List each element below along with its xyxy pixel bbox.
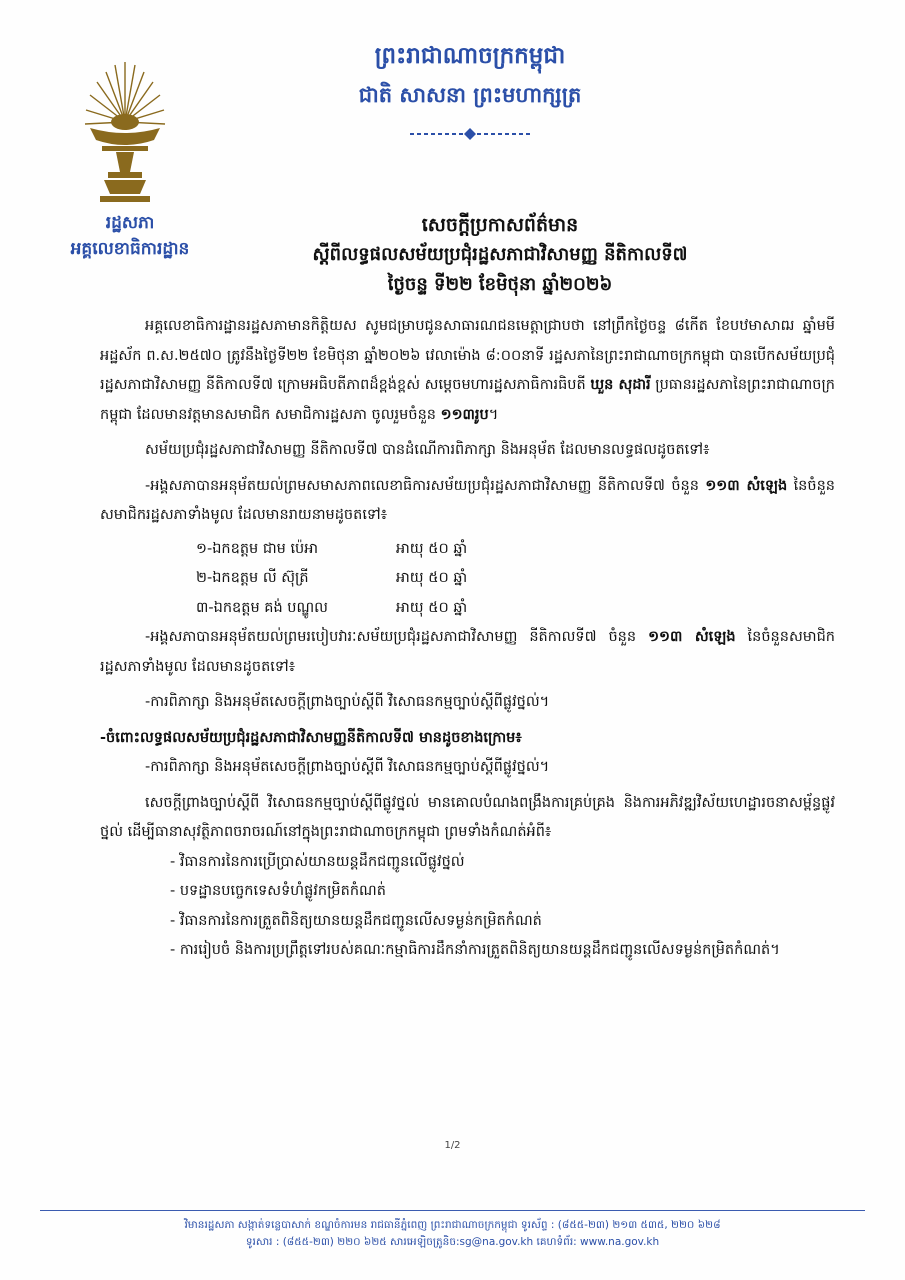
- ornament-divider-icon: [410, 128, 530, 140]
- document-subtitle: ស្តីពីលទ្ធផលសម័យប្រជុំរដ្ឋសភាជាវិសាមញ្ញ នីតិកាលទី៧: [312, 244, 688, 265]
- press-release-titles: [200, 210, 800, 300]
- p1-text-b: ប្រធានរដ្ឋសភានៃព្រះរាជាណាចក្រកម្ពុជា ដែលមានវត្តមានសមាជិក សមាជិការដ្ឋសភា ចូលរួមចំនួន: [100, 377, 835, 423]
- national-motto: ជាតិ សាសនា ព្រះមហាក្សត្រ: [358, 83, 582, 107]
- member-name: ៣-ឯកឧត្តម គង់ បណ្ឌូល: [196, 599, 328, 616]
- list-item: [196, 564, 835, 594]
- footer-contacts: ទូរសារ : (៨៥៥-២៣) ២២០ ៦២៥ សារអេឡិចត្រូនិច:sg@na.gov.kh គេហទំព័រ: www.na.gov.kh: [245, 1236, 660, 1248]
- member-name: ១-ឯកឧត្តម ជាម ប៉េអា: [196, 540, 319, 557]
- list-item: - បទដ្ឋានបច្ចេកទេសទំហំផ្លូវកម្រិតកំណត់: [170, 883, 386, 899]
- footer-divider: [40, 1210, 865, 1211]
- department-name: [40, 210, 220, 262]
- list-item: - វិធានការនៃការប្រើប្រាស់យានយន្តដឹកជញ្ជូនលើផ្លូវថ្នល់: [170, 853, 465, 870]
- paragraph-2: សម័យប្រជុំរដ្ឋសភាជាវិសាមញ្ញ នីតិកាលទី៧ បានដំណើការពិភាក្សា និងអនុម័ត ដែលមានលទ្ធផលដូចតទៅ៖: [145, 442, 710, 458]
- member-name: ២-ឯកឧត្តម លី ស៊ុត្រី: [196, 570, 309, 586]
- p3-vote-count: ១១៣ សំឡេង: [705, 477, 788, 494]
- paragraph-8: សេចក្តីព្រាងច្បាប់ស្តីពី វិសោធនកម្មច្បាប់ស្តីពីផ្លូវថ្នល់ មានគោលបំណងពង្រឹងការគ្រប់គ្រង និងការអភិវឌ្ឍវិស័យហេដ្ឋារចនាសម្ព័ន្ធផ្លូវថ្នល់ ដើម្បីធានាសុវត្ថិភាពចរាចរណ៍នៅក្នុងព្រះរាជាណាចក្រកម្ពុជា ព្រមទាំងកំណត់អំពី៖: [100, 794, 835, 840]
- kingdom-name: ព្រះរាជាណាចក្រកម្ពុជា: [374, 43, 566, 69]
- p3-text-a: -អង្គសភាបានអនុម័តយល់ព្រមសមាសភាពលេខាធិការសម័យប្រជុំរដ្ឋសភាជាវិសាមញ្ញ នីតិកាលទី៧ ចំនួន: [145, 477, 706, 494]
- attendee-count: ១១៣រូប: [440, 406, 489, 423]
- member-age: អាយុ ៥០ ឆ្នាំ: [396, 599, 468, 616]
- paragraph-5: -ការពិភាក្សា និងអនុម័តសេចក្តីព្រាងច្បាប់ស្តីពី វិសោធនកម្មច្បាប់ស្តីពីផ្លូវថ្នល់។: [145, 694, 550, 710]
- footer-address: វិមានរដ្ឋសភា សង្កាត់ទន្លេបាសាក់ ខណ្ឌចំការមន រាជធានីភ្នំពេញ ព្រះរាជាណាចក្រកម្ពុជា ទូរស័ព្ទ : (៨៥៥-២៣) ២១៣ ៥៣៥, ២២០ ៦២៨: [184, 1219, 721, 1231]
- p4-text-a: -អង្គសភាបានអនុម័តយល់ព្រមរបៀបវារៈសម័យប្រជុំរដ្ឋសភាជាវិសាមញ្ញ នីតិកាលទី៧ ចំនួន: [145, 629, 649, 645]
- list-item: [196, 535, 835, 565]
- member-age: អាយុ ៥០ ឆ្នាំ: [396, 540, 468, 557]
- document-body: [100, 312, 835, 966]
- list-item: - វិធានការនៃការត្រួតពិនិត្យយានយន្តដឹកជញ្ជូនលើសទម្ងន់កម្រិតកំណត់: [170, 912, 542, 929]
- president-name: ឃួន សុដារី: [590, 377, 651, 393]
- footer-contact: [40, 1217, 865, 1251]
- document-title: សេចក្តីប្រកាសព័ត៌មាន: [421, 214, 579, 236]
- p4-text-b: នៃចំនួនសមាជិករដ្ឋសភាទាំងមូល ដែលមានដូចតទៅ៖: [100, 629, 835, 675]
- paragraph-7: -ការពិភាក្សា និងអនុម័តសេចក្តីព្រាងច្បាប់ស្តីពី វិសោធនកម្មច្បាប់ស្តីពីផ្លូវថ្នល់។: [145, 759, 550, 775]
- document-date: ថ្ងៃចន្ទ ទី២២ ខែមិថុនា ឆ្នាំ២០២៦: [387, 274, 613, 295]
- paragraph-3: [100, 472, 835, 531]
- list-item: - ការរៀបចំ និងការប្រព្រឹត្តទៅរបស់គណៈកម្មាធិការដឹកនាំការត្រួតពិនិត្យយានយន្តដឹកជញ្ជូនលើសទម្ងន់កម្រិតកំណត់។: [170, 942, 780, 958]
- provisions-list: [170, 848, 835, 966]
- p4-vote-count: ១១៣ សំឡេង: [648, 629, 736, 645]
- dept-line-2: អគ្គលេខាធិការដ្ឋាន: [70, 239, 190, 259]
- page-number: 1/2: [444, 1140, 461, 1151]
- p3-text-b: នៃចំនួនសមាជិករដ្ឋសភាទាំងមូល ដែលមានរាយនាមដូចតទៅ៖: [100, 477, 835, 523]
- p1-end: ។: [488, 406, 499, 423]
- list-item: [196, 594, 835, 624]
- kingdom-header: [290, 38, 650, 112]
- dept-line-1: រដ្ឋសភា: [105, 213, 155, 233]
- p1-text-a: អគ្គលេខាធិការដ្ឋានរដ្ឋសភាមានកិត្តិយស សូមជម្រាបជូនសាធារណជនមេត្តាជ្រាបថា នៅព្រឹកថ្ងៃចន្ទ ៨កើត ខែបឋមាសាឍ ឆ្នាំមមី អដ្ឋស័ក ព.ស.២៥៧០ ត្រូវនឹងថ្ងៃទី២២ ខែមិថុនា ឆ្នាំ២០២៦ វេលាម៉ោង ៨:០០នាទី រដ្ឋសភានៃព្រះរាជាណាចក្រកម្ពុជា បានបើកសម័យប្រជុំរដ្ឋសភាជាវិសាមញ្ញ នីតិកាលទី៧ ក្រោមអធិបតីភាពដ៏ខ្ពង់ខ្ពស់ សម្តេចមហារដ្ឋសភាធិការធិបតី: [100, 318, 835, 393]
- paragraph-1: [100, 312, 835, 430]
- member-age: អាយុ ៥០ ឆ្នាំ: [396, 570, 468, 586]
- royal-emblem-icon: [82, 60, 168, 210]
- paragraph-6-heading: -ចំពោះលទ្ធផលសម័យប្រជុំរដ្ឋសភាជាវិសាមញ្ញនីតិកាលទី៧ មានដូចខាងក្រោម៖: [100, 729, 522, 746]
- secretariat-members-list: [196, 535, 835, 624]
- paragraph-4: [100, 623, 835, 682]
